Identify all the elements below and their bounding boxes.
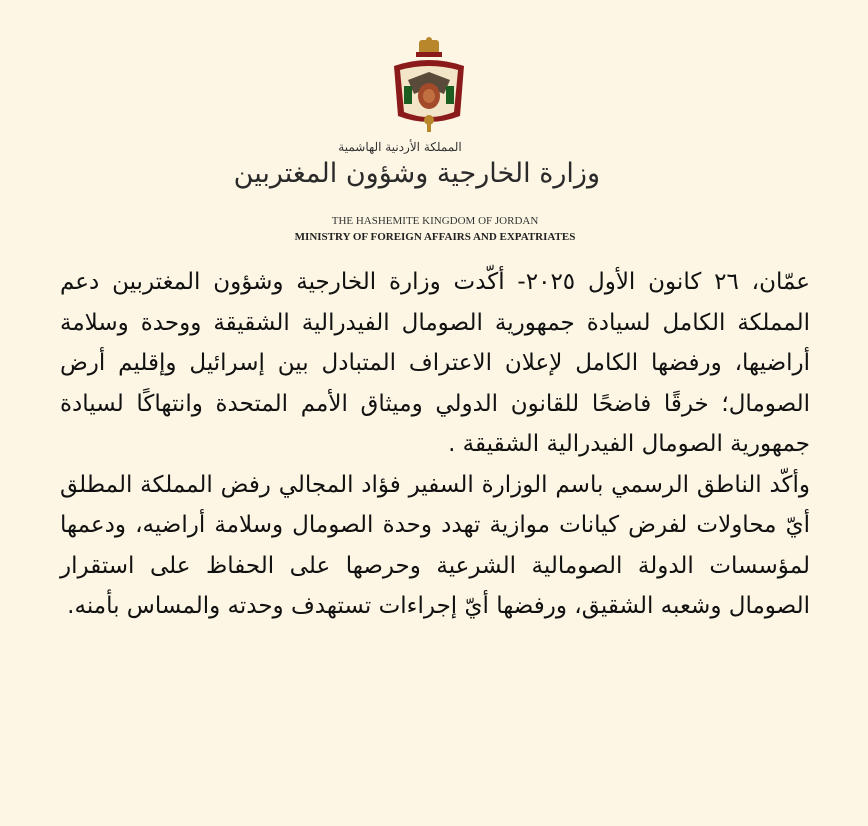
press-statement (60, 262, 810, 627)
statement-paragraph-1: عمّان، ٢٦ كانون الأول ٢٠٢٥- أكّدت وزارة الخارجية وشؤون المغتربين دعم المملكة الكامل لسيادة جمهورية الصومال الفيدرالية الشقيقة ووحدة وسلامة أراضيها، ورفضها الكامل لإعلان الاعتراف المتبادل بين إسرائيل وإقليم أرض الصومال؛ خرقًا فاضحًا للقانون الدولي وميثاق الأمم المتحدة وانتهاكًا لسيادة جمهورية الصومال الفيدرالية الشقيقة . (60, 269, 810, 457)
ministry-name-english: MINISTRY OF FOREIGN AFFAIRS AND EXPATRIATES (294, 231, 576, 243)
kingdom-name-english: THE HASHEMITE KINGDOM OF JORDAN (331, 215, 539, 227)
jordan-coat-of-arms-logo (386, 36, 472, 136)
ministry-name-arabic: وزارة الخارجية وشؤون المغتربين (233, 158, 600, 189)
kingdom-name-arabic: المملكة الأردنية الهاشمية (338, 140, 462, 154)
statement-paragraph-2: وأكّد الناطق الرسمي باسم الوزارة السفير فؤاد المجالي رفض المملكة المطلق أيّ محاولات لفرض كيانات موازية تهدد وحدة الصومال وسلامة أراضيه، ودعمها لمؤسسات الدولة الصومالية الشرعية وحرصها على الحفاظ على استقرار الصومال وشعبه الشقيق، ورفضها أيّ إجراءات تستهدف وحدته والمساس بأمنه. (60, 471, 810, 619)
